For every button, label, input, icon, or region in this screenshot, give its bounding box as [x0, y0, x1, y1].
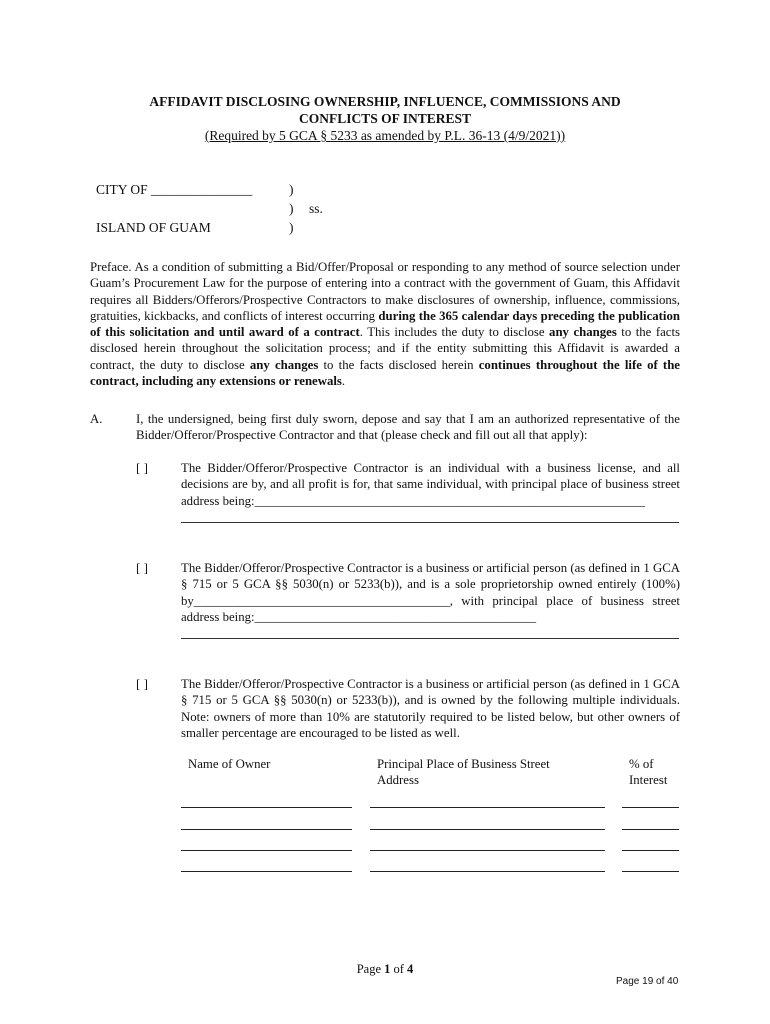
owner-address-field[interactable]: [370, 850, 605, 851]
owner-name-field[interactable]: [181, 807, 352, 808]
option-1-text: The Bidder/Offeror/Prospective Contractor is an individual with a business license, and all decisions are by, and all profit is for, that same individual, with principal place of business street address being:_____________________________________________________________: [181, 461, 680, 508]
preface-bold-continues: continues throughout the life of the contract, including any extensions or renewals: [90, 357, 680, 389]
option-1-checkbox[interactable]: [ ]: [136, 460, 148, 475]
venue-paren-1: ): [289, 182, 294, 197]
venue-paren-2: ): [289, 201, 294, 216]
section-a-label: A.: [90, 412, 103, 426]
owner-address-field[interactable]: [370, 871, 605, 872]
owner-table-header-interest: % of Interest: [629, 757, 668, 788]
owner-name-field[interactable]: [181, 850, 352, 851]
owner-name-field[interactable]: [181, 871, 352, 872]
option-2-address-line-2[interactable]: [181, 638, 679, 639]
preface-text-5: .: [341, 374, 346, 389]
preface-bold-changes-1: any changes: [549, 325, 617, 340]
page-of: of: [390, 962, 408, 976]
option-1-address-line-2[interactable]: [181, 522, 679, 523]
preface-text-1: Preface. As a condition of submitting a Bid/Offer/Proposal or responding to any method of source selection under Guam’s Procurement Law for the purpose of entering into a contract with the government of Guam, this Affidavit requires all Bidders/Offerors/Prospective Contractors to make disclosures of ownership, influence, commissions, gratuities, kickbacks, and conflicts of interest occurring: [90, 260, 680, 323]
owner-table-header-name: Name of Owner: [188, 757, 271, 771]
venue-island: ISLAND OF GUAM: [96, 220, 211, 235]
page-total: 4: [407, 962, 414, 976]
venue-ss: ss.: [309, 201, 323, 216]
option-2-text: The Bidder/Offeror/Prospective Contractor is a business or artificial person (as defined in 1 GCA § 715 or 5 GCA §§ 5030(n) or 5233(b)), and is a sole proprietorship owned entirely (100%) by________________________________________, with principal place of business street address being:____________________________________________: [181, 561, 680, 624]
owner-table-header-address: Principal Place of Business Street Address: [377, 757, 550, 788]
document-title-line1: AFFIDAVIT DISCLOSING OWNERSHIP, INFLUENCE, COMMISSIONS AND: [149, 94, 621, 109]
preface-bold-changes-2: any changes: [249, 357, 319, 372]
document-title-line2: CONFLICTS OF INTEREST: [298, 111, 472, 126]
owner-name-field[interactable]: [181, 829, 352, 830]
page-label: Page: [356, 962, 385, 976]
option-3-text: The Bidder/Offeror/Prospective Contractor is a business or artificial person (as defined in 1 GCA § 715 or 5 GCA §§ 5030(n) or 5233(b)), and is owned by the following multiple individuals. Note: owners of more than 10% are statutorily required to be listed below, but other owners of smaller percentage are encouraged to be listed as well.: [181, 677, 680, 740]
packet-page-number: Page 19 of 40: [616, 976, 679, 987]
owner-interest-field[interactable]: [622, 807, 679, 808]
owner-address-field[interactable]: [370, 829, 605, 830]
preface-paragraph: [90, 259, 680, 389]
page-current: 1: [384, 962, 391, 976]
owner-interest-field[interactable]: [622, 850, 679, 851]
section-a-text: I, the undersigned, being first duly sworn, depose and say that I am an authorized representative of the Bidder/Offeror/Prospective Contractor and that (please check and fill out all that apply):: [136, 412, 680, 443]
preface-text-4: to the facts disclosed herein: [318, 357, 479, 372]
owner-address-field[interactable]: [370, 807, 605, 808]
owner-interest-field[interactable]: [622, 871, 679, 872]
document-subtitle: (Required by 5 GCA § 5233 as amended by P.L. 36-13 (4/9/2021)): [204, 128, 566, 143]
page-footer: [0, 962, 770, 977]
owner-interest-field[interactable]: [622, 829, 679, 830]
option-2-checkbox[interactable]: [ ]: [136, 560, 148, 575]
preface-text-2: . This includes the duty to disclose: [359, 325, 550, 340]
venue-city: CITY OF _______________: [96, 182, 253, 197]
preface-text-3: to the facts disclosed herein throughout the solicitation process; and if the entity submitting this Affidavit is awarded a contract, the duty to disclose: [90, 325, 680, 372]
option-3-checkbox[interactable]: [ ]: [136, 676, 148, 691]
preface-bold-period: during the 365 calendar days preceding the publication of this solicitation and until award of a contract: [90, 308, 680, 340]
venue-paren-3: ): [289, 220, 294, 235]
